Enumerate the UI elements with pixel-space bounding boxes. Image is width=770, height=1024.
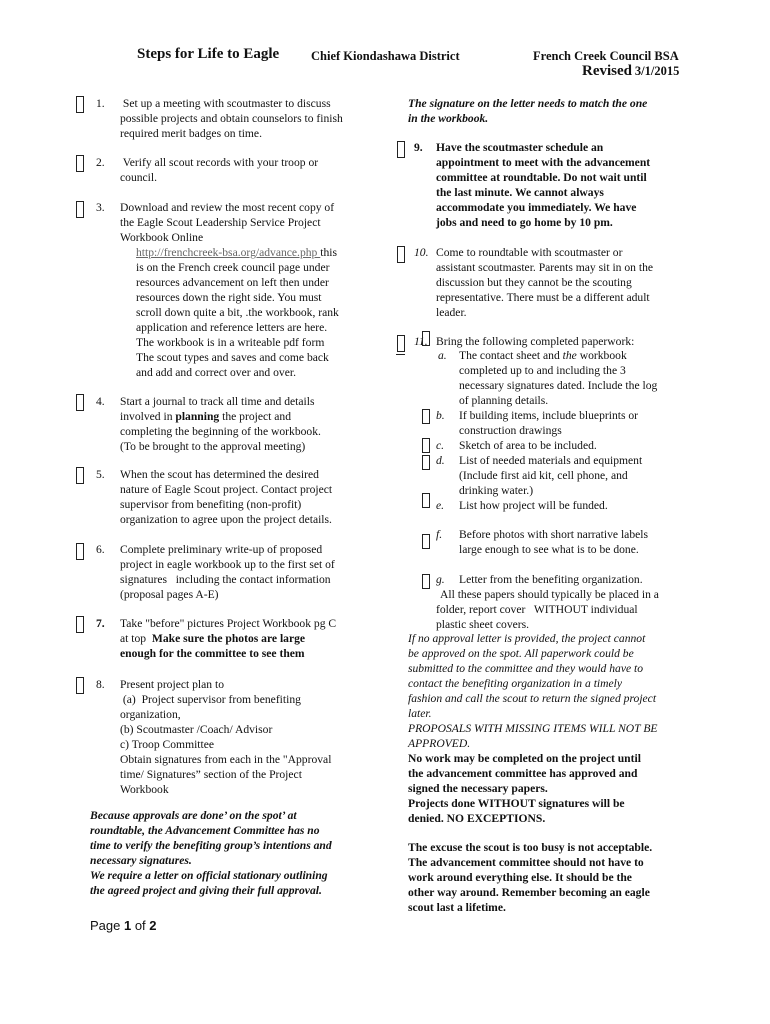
step-5-line: organization to agree upon the project details.	[120, 513, 332, 526]
item-11d-line: drinking water.)	[459, 484, 534, 497]
approval-note-line: We require a letter on official stationary outlining	[90, 869, 328, 882]
step-6-line: project in eagle workbook up to the first set of	[120, 558, 335, 571]
step-10-text	[436, 245, 653, 320]
item-11d-letter: d.	[436, 454, 445, 467]
signature-note	[408, 96, 647, 126]
approval-note-line: the agreed project and giving their full approval.	[90, 884, 322, 897]
council-name: French Creek Council BSA	[533, 49, 679, 63]
checkbox-step-2[interactable]	[76, 155, 84, 172]
revision-label	[582, 64, 679, 79]
step-7-line	[120, 631, 336, 646]
step-3-link-line	[136, 245, 339, 260]
no-work-line: signed the necessary papers.	[408, 782, 548, 795]
item-11b-line: construction drawings	[459, 424, 562, 437]
step-9-line: committee at roundtable. Do not wait until	[436, 171, 647, 184]
closing-line: The excuse the scout is too busy is not acceptable.	[408, 841, 653, 854]
step-4-fragment: the project and	[219, 410, 292, 423]
approval-note-line: time to verify the benefiting group’s intentions and	[90, 839, 332, 852]
step-1-line: possible projects and obtain counselors to finish	[120, 112, 343, 125]
item-11a-line: completed up to and including the 3	[459, 364, 626, 377]
step-9-line: Have the scoutmaster schedule an	[436, 141, 604, 154]
warning-line: contact the benefiting organization in a timely	[408, 677, 623, 690]
step-6-number: 6.	[96, 543, 105, 556]
step-3-number: 3.	[96, 201, 105, 214]
step-3-detail-line: and add and correct over and over.	[136, 366, 296, 379]
step-8-line: Present project plan to	[120, 678, 224, 691]
closing-statement	[408, 840, 652, 915]
step-2-line: council.	[120, 171, 158, 184]
step-3-detail-line: resources down the right side. You must	[136, 291, 322, 304]
item-11e-text: List how project will be funded.	[459, 499, 608, 512]
item-11a-line: necessary signatures dated. Include the log	[459, 379, 658, 392]
step-1-number: 1.	[96, 97, 105, 110]
checkbox-step-8[interactable]	[76, 677, 84, 694]
paperwork-packaging-note	[436, 587, 659, 632]
step-8-line: (b) Scoutmaster /Coach/ Advisor	[120, 723, 273, 736]
step-3-details	[136, 245, 339, 380]
step-8-line: organization,	[120, 708, 181, 721]
step-4-line: (To be brought to the approval meeting)	[120, 440, 306, 453]
step-8-text	[120, 677, 331, 797]
step-9-line: the last minute. We cannot always	[436, 186, 604, 199]
step-7-line: Take "before" pictures Project Workbook pg C	[120, 617, 337, 630]
item-11f-text	[459, 527, 648, 557]
revised-date: 3/1/2015	[634, 64, 680, 78]
step-4-text	[120, 394, 321, 454]
checkbox-11f[interactable]	[422, 534, 430, 549]
page-total: 2	[149, 918, 157, 933]
step-3-link-tail: this	[320, 246, 338, 259]
checkbox-step-9[interactable]	[397, 141, 405, 158]
step-7-text	[120, 616, 336, 661]
step-7-emphasis: Make sure the photos are large	[151, 632, 306, 645]
checkbox-step-1[interactable]	[76, 96, 84, 113]
page-of-label: of	[131, 918, 150, 933]
step-11-underline-mark	[396, 354, 405, 355]
signature-note-line: in the workbook.	[408, 112, 489, 125]
checkbox-11e[interactable]	[422, 493, 430, 508]
step-3-detail-line: The scout types and saves and come back	[136, 351, 329, 364]
document-title: Steps for Life to Eagle	[137, 46, 280, 62]
step-8-number: 8.	[96, 678, 105, 691]
item-11a-fragment: workbook	[576, 349, 627, 362]
step-4-line	[120, 409, 321, 424]
item-11b-letter: b.	[436, 409, 445, 422]
step-9-line: appointment to meet with the advancement	[436, 156, 651, 169]
checkbox-11a[interactable]	[422, 331, 430, 346]
item-11a-italic: the	[562, 349, 577, 362]
step-4-fragment: involved in	[120, 410, 176, 423]
page-number	[90, 918, 157, 933]
page-label: Page	[90, 918, 124, 933]
packaging-line: All these papers should typically be placed in a	[440, 588, 659, 601]
checkbox-step-10[interactable]	[397, 246, 405, 263]
step-10-number: 10.	[414, 246, 429, 259]
missing-letter-warning	[408, 631, 657, 751]
step-5-text	[120, 467, 332, 527]
step-9-number: 9.	[414, 141, 423, 154]
step-9-text	[436, 140, 650, 230]
revised-word: Revised	[582, 63, 632, 79]
item-11f-line: large enough to see what is to be done.	[459, 543, 639, 556]
step-1-line: Set up a meeting with scoutmaster to discuss	[120, 97, 331, 110]
step-10-line: representative. There must be a different adult	[436, 291, 650, 304]
approval-note-line: Because approvals are done’ on the spot’ at	[90, 809, 297, 822]
checkbox-step-11[interactable]	[397, 335, 405, 352]
no-work-line: the advancement committee has approved and	[408, 767, 638, 780]
step-2-text	[120, 155, 318, 185]
no-work-warning	[408, 751, 641, 826]
no-work-line: Projects done WITHOUT signatures will be	[408, 797, 625, 810]
step-3-text	[120, 200, 334, 245]
step-1-text	[120, 96, 343, 141]
step-9-line: jobs and need to go home by 10 pm.	[436, 216, 613, 229]
item-11f-line: Before photos with short narrative labels	[459, 528, 648, 541]
step-3-detail-line: scroll down quite a bit, .the workbook, rank	[136, 306, 339, 319]
step-6-line: Complete preliminary write-up of proposed	[120, 543, 323, 556]
step-8-line: Workbook	[120, 783, 169, 796]
warning-line: be approved on the spot. All paperwork could be	[408, 647, 634, 660]
step-3-detail-line: resources advancement on left then under	[136, 276, 329, 289]
step-8-line: time/ Signatures” section of the Project	[120, 768, 302, 781]
approval-note	[90, 808, 332, 898]
checkbox-11c[interactable]	[422, 438, 430, 453]
item-11b-text	[459, 408, 638, 438]
step-11-lead: Bring the following completed paperwork:	[436, 335, 635, 348]
item-11a-fragment: The contact sheet and	[459, 349, 563, 362]
step-3-line: Download and review the most recent copy of	[120, 201, 335, 214]
warning-line: If no approval letter is provided, the project cannot	[408, 632, 646, 645]
step-2-line: Verify all scout records with your troop or	[120, 156, 319, 169]
warning-line: later.	[408, 707, 432, 720]
warning-line: fashion and call the scout to return the signed project	[408, 692, 657, 705]
packaging-line: plastic sheet covers.	[436, 618, 530, 631]
step-3-line: the Eagle Scout Leadership Service Project	[120, 216, 321, 229]
no-work-line: No work may be completed on the project until	[408, 752, 641, 765]
checkbox-11g[interactable]	[422, 574, 430, 589]
step-8-line: (a) Project supervisor from benefiting	[120, 693, 301, 706]
checkbox-step-4[interactable]	[76, 394, 84, 411]
page-current: 1	[123, 918, 132, 933]
district-name: Chief Kiondashawa District	[311, 49, 460, 63]
step-3-detail-line: is on the French creek council page under	[136, 261, 330, 274]
approval-note-line: roundtable, the Advancement Committee has no	[90, 824, 320, 837]
step-11-number: 11.	[414, 335, 428, 348]
step-6-text	[120, 542, 335, 602]
closing-line: The advancement committee should not have to	[408, 856, 644, 869]
checkbox-11d[interactable]	[422, 455, 430, 470]
step-9-line: accommodate you immediately. We have	[436, 201, 637, 214]
step-2-number: 2.	[96, 156, 105, 169]
step-10-line: Come to roundtable with scoutmaster or	[436, 246, 623, 259]
checkbox-step-7[interactable]	[76, 616, 84, 633]
advancement-link[interactable]: http://frenchcreek-bsa.org/advance.php	[136, 246, 321, 259]
checkbox-11b[interactable]	[422, 409, 430, 424]
step-4-line: Start a journal to track all time and details	[120, 395, 315, 408]
item-11c-letter: c.	[436, 439, 445, 452]
step-3-detail-line: The workbook is in a writeable pdf form	[136, 336, 325, 349]
checkbox-step-5[interactable]	[76, 467, 84, 484]
warning-line: APPROVED.	[408, 737, 471, 750]
step-10-line: discussion but they cannot be the scouting	[436, 276, 632, 289]
packaging-line: folder, report cover WITHOUT individual	[436, 603, 638, 616]
item-11d-line: List of needed materials and equipment	[459, 454, 643, 467]
item-11d-line: (Include first aid kit, cell phone, and	[459, 469, 628, 482]
step-4-number: 4.	[96, 395, 105, 408]
item-11g-letter: g.	[436, 573, 445, 586]
step-7-number: 7.	[96, 617, 105, 630]
step-8-line: Obtain signatures from each in the "Approval	[120, 753, 332, 766]
step-7-line: enough for the committee to see them	[120, 647, 305, 660]
step-1-line: required merit badges on time.	[120, 127, 262, 140]
step-3-detail-line: application and reference letters are here.	[136, 321, 328, 334]
step-4-line: completing the beginning of the workbook.	[120, 425, 321, 438]
item-11a-line	[459, 348, 657, 363]
item-11g-text: Letter from the benefiting organization.	[459, 573, 643, 586]
item-11a-line: of planning details.	[459, 394, 549, 407]
step-4-emphasis: planning	[175, 410, 220, 423]
checkbox-step-6[interactable]	[76, 543, 84, 560]
item-11e-letter: e.	[436, 499, 445, 512]
no-work-line: denied. NO EXCEPTIONS.	[408, 812, 546, 825]
step-5-number: 5.	[96, 468, 105, 481]
step-10-line: assistant scoutmaster. Parents may sit in on the	[436, 261, 654, 274]
closing-line: scout last a lifetime.	[408, 901, 506, 914]
step-10-line: leader.	[436, 306, 467, 319]
step-7-fragment: at top	[120, 632, 152, 645]
item-11c-text: Sketch of area to be included.	[459, 439, 597, 452]
checkbox-step-3[interactable]	[76, 201, 84, 218]
step-6-line: signatures including the contact information	[120, 573, 331, 586]
warning-line: submitted to the committee and they would have to	[408, 662, 644, 675]
step-6-line: (proposal pages A-E)	[120, 588, 219, 601]
step-5-line: nature of Eagle Scout project. Contact project	[120, 483, 333, 496]
closing-line: work around everything else. It should be the	[408, 871, 632, 884]
closing-line: other way around. Remember becoming an eagle	[408, 886, 650, 899]
step-8-line: c) Troop Committee	[120, 738, 215, 751]
item-11a-text	[459, 348, 657, 408]
item-11d-text	[459, 453, 642, 498]
warning-line: PROPOSALS WITH MISSING ITEMS WILL NOT BE	[408, 722, 658, 735]
item-11b-line: If building items, include blueprints or	[459, 409, 639, 422]
step-5-line: When the scout has determined the desired	[120, 468, 319, 481]
step-3-line: Workbook Online	[120, 231, 204, 244]
item-11f-letter: f.	[436, 528, 443, 541]
step-5-line: supervisor from benefiting (non-profit)	[120, 498, 302, 511]
approval-note-line: necessary signatures.	[90, 854, 192, 867]
item-11a-letter: a.	[438, 349, 447, 362]
signature-note-line: The signature on the letter needs to match the one	[408, 97, 648, 110]
